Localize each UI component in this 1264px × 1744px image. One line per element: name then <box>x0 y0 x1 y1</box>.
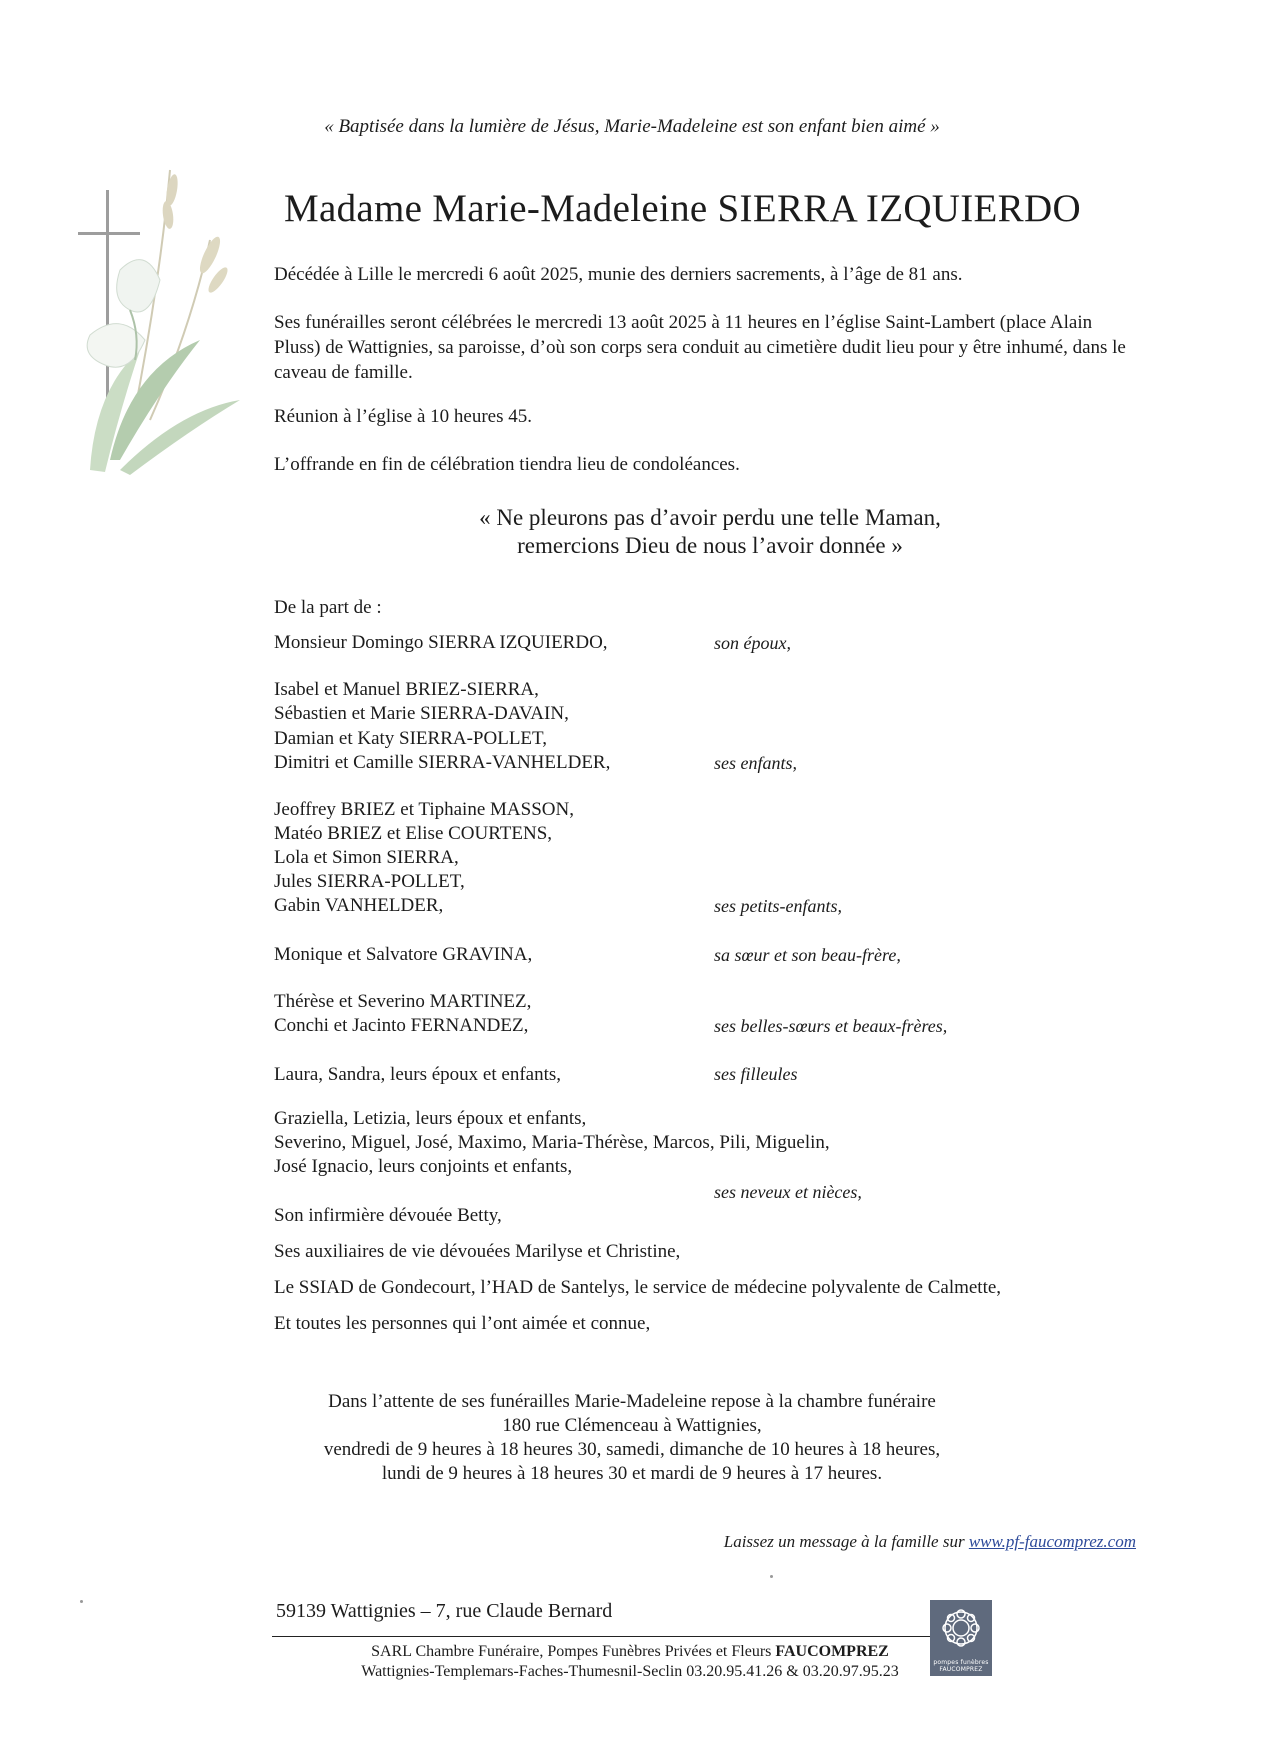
church-meeting: Réunion à l’église à 10 heures 45. <box>274 406 533 427</box>
message-text: Laissez un message à la famille sur <box>723 1532 965 1551</box>
family-line: Conchi et Jacinto FERNANDEZ, <box>274 1015 529 1036</box>
speck <box>770 1575 773 1578</box>
relation-label: son époux, <box>714 633 791 653</box>
divider <box>272 1636 932 1637</box>
company-contact: Wattignies-Templemars-Faches-Thumesnil-Seclin 03.20.95.41.26 & 03.20.97.95.23 <box>361 1663 899 1680</box>
address: 59139 Wattignies – 7, rue Claude Bernard <box>276 1600 613 1622</box>
relation-label: ses petits-enfants, <box>714 896 842 916</box>
logo-line: FAUCOMPREZ <box>939 1666 983 1673</box>
center-quote-line: remercions Dieu de nous l’avoir donnée » <box>517 533 903 558</box>
relation-label: ses belles-sœurs et beaux-frères, <box>714 1016 948 1036</box>
family-line: Laura, Sandra, leurs époux et enfants, <box>274 1064 562 1085</box>
relation-label: sa sœur et son beau-frère, <box>714 945 901 965</box>
visitation-line: vendredi de 9 heures à 18 heures 30, samedi, dimanche de 10 heures à 18 heures, <box>323 1439 941 1460</box>
relation-label: ses filleules <box>714 1064 798 1084</box>
family-line: Dimitri et Camille SIERRA-VANHELDER, <box>274 752 611 773</box>
family-line: Severino, Miguel, José, Maximo, Maria-Thérèse, Marcos, Pili, Miguelin, <box>274 1132 830 1153</box>
center-quote-line: « Ne pleurons pas d’avoir perdu une telle Maman, <box>479 505 941 530</box>
family-line: Isabel et Manuel BRIEZ-SIERRA, <box>274 679 539 700</box>
family-line: Monique et Salvatore GRAVINA, <box>274 944 533 965</box>
visitation-line: Dans l’attente de ses funérailles Marie-Madeleine repose à la chambre funéraire <box>328 1391 936 1412</box>
death-notice: Décédée à Lille le mercredi 6 août 2025, munie des derniers sacrements, à l’âge de 81 ans. <box>274 264 963 285</box>
family-line: Sébastien et Marie SIERRA-DAVAIN, <box>274 703 569 724</box>
relation-label: ses enfants, <box>714 753 797 773</box>
company-logo <box>930 1600 992 1676</box>
logo-line: pompes funèbres <box>933 1659 989 1666</box>
offering-note: L’offrande en fin de célébration tiendra lieu de condoléances. <box>274 454 740 475</box>
page-title: Madame Marie-Madeleine SIERRA IZQUIERDO <box>284 187 1081 230</box>
visitation-line: lundi de 9 heures à 18 heures 30 et mardi de 9 heures à 17 heures. <box>381 1463 883 1484</box>
visitation-info <box>0 1390 1264 1486</box>
family-line: José Ignacio, leurs conjoints et enfants, <box>274 1156 573 1177</box>
family-line: Thérèse et Severino MARTINEZ, <box>274 991 532 1012</box>
family-line: Jules SIERRA-POLLET, <box>274 871 465 892</box>
website-link[interactable]: www.pf-faucomprez.com <box>968 1532 1136 1551</box>
cross-lily-illustration <box>50 160 250 480</box>
company-info <box>340 1642 920 1682</box>
relation-label: ses neveux et nièces, <box>714 1182 862 1202</box>
company-prefix: SARL Chambre Funéraire, Pompes Funèbres Privées et Fleurs <box>371 1643 772 1660</box>
family-line: Jeoffrey BRIEZ et Tiphaine MASSON, <box>274 799 574 820</box>
header-quote: « Baptisée dans la lumière de Jésus, Marie-Madeleine est son enfant bien aimé » <box>324 116 940 137</box>
family-line: Matéo BRIEZ et Elise COURTENS, <box>274 823 553 844</box>
family-line: Damian et Katy SIERRA-POLLET, <box>274 728 547 749</box>
speck <box>80 1600 83 1603</box>
family-line: Lola et Simon SIERRA, <box>274 847 459 868</box>
company-name: FAUCOMPREZ <box>775 1643 889 1660</box>
family-line: Son infirmière dévouée Betty, <box>274 1205 502 1226</box>
visitation-line: 180 rue Clémenceau à Wattignies, <box>502 1415 762 1436</box>
family-line: Et toutes les personnes qui l’ont aimée et connue, <box>274 1313 651 1334</box>
rosette-icon <box>930 1600 992 1656</box>
family-line: Ses auxiliaires de vie dévouées Marilyse et Christine, <box>274 1241 681 1262</box>
from-label: De la part de : <box>274 597 382 618</box>
family-line: Gabin VANHELDER, <box>274 895 444 916</box>
family-line: Le SSIAD de Gondecourt, l’HAD de Santelys, le service de médecine polyvalente de Calmette, <box>274 1277 1002 1298</box>
leave-message <box>724 1532 1136 1552</box>
funeral-details: Ses funérailles seront célébrées le mercredi 13 août 2025 à 11 heures en l’église Saint-Lambert (place Alain Pluss) de Wattignies, sa paroisse, d’où son corps sera conduit au cimetière dudit lieu pour y être inhumé, dans le caveau de famille. <box>274 312 1126 383</box>
family-line: Graziella, Letizia, leurs époux et enfants, <box>274 1108 587 1129</box>
company-line <box>340 1642 920 1662</box>
family-line: Monsieur Domingo SIERRA IZQUIERDO, <box>274 632 608 653</box>
center-quote <box>430 504 990 560</box>
